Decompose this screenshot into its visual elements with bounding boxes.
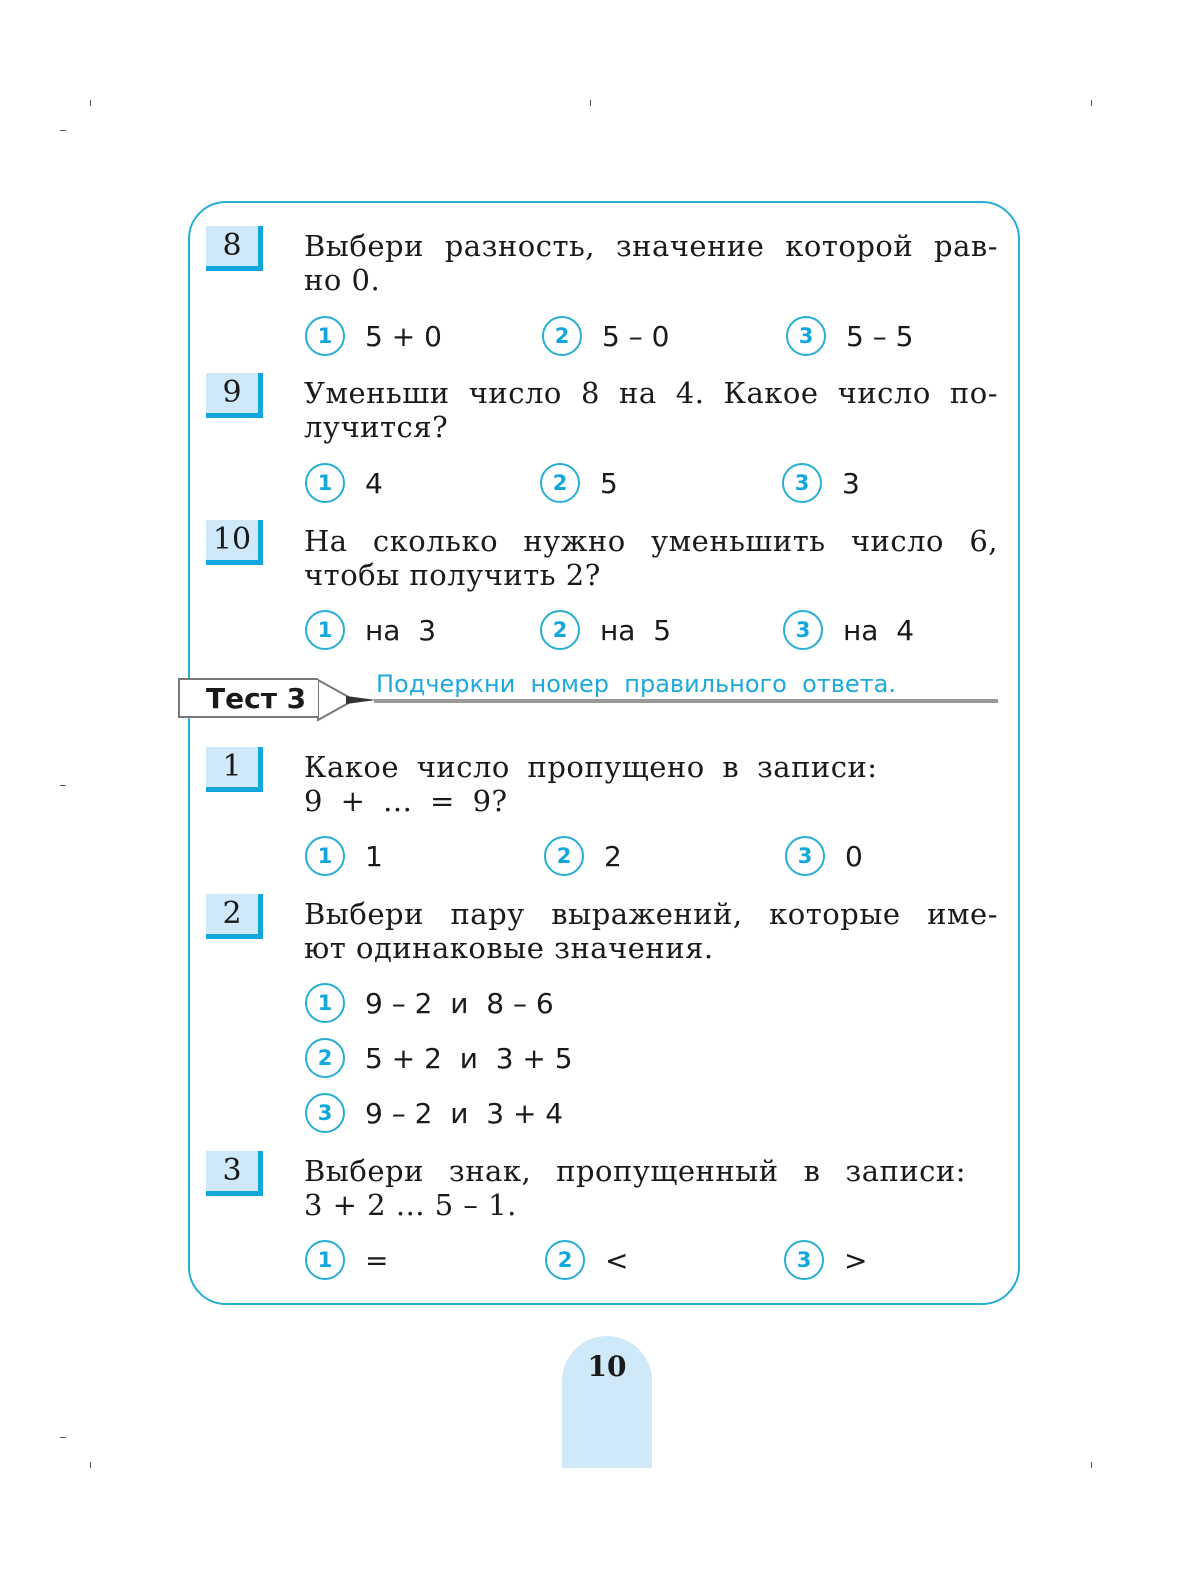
option-text: на 3 <box>365 613 437 647</box>
option-number-circle: 1 <box>305 316 345 356</box>
question-line-2: лучится? <box>304 410 449 444</box>
answer-option-1[interactable] <box>305 461 383 505</box>
option-text: 4 <box>365 466 383 500</box>
answer-option-2[interactable] <box>542 314 669 358</box>
test-banner <box>178 670 998 724</box>
option-number-circle: 3 <box>782 463 822 503</box>
option-number-circle: 2 <box>545 1240 585 1280</box>
test-instruction: Подчеркни номер правильного ответа. <box>376 670 896 698</box>
option-text: > <box>844 1243 868 1277</box>
crop-mark <box>60 1437 66 1438</box>
crop-mark <box>60 785 66 786</box>
question-line-1: Какое число пропущено в записи: <box>304 750 878 784</box>
option-text: = <box>365 1243 389 1277</box>
option-number-circle: 3 <box>786 316 826 356</box>
option-text: 5 – 0 <box>602 319 670 353</box>
question-number: 3 <box>206 1151 263 1196</box>
question-line-1: Выбери разность, значение которой рав- <box>304 229 998 263</box>
option-text: 9 – 2 и 8 – 6 <box>365 986 554 1020</box>
question-line-2: 9 + ... = 9? <box>304 784 508 818</box>
answer-option-2[interactable] <box>544 834 622 878</box>
answer-option-1[interactable] <box>305 834 383 878</box>
option-number-circle: 1 <box>305 1240 345 1280</box>
page-number: 10 <box>587 1350 627 1383</box>
question-line-1: Уменьши число 8 на 4. Какое число по- <box>304 376 998 410</box>
answer-option-3[interactable] <box>782 461 860 505</box>
answer-option-1[interactable] <box>305 314 442 358</box>
option-text: 0 <box>845 839 863 873</box>
option-text: < <box>605 1243 629 1277</box>
question-text <box>304 750 924 818</box>
option-number-circle: 2 <box>544 836 584 876</box>
answer-option-3[interactable] <box>783 608 914 652</box>
answer-option-1[interactable] <box>305 608 436 652</box>
option-text: 1 <box>365 839 383 873</box>
question-line-2: чтобы получить 2? <box>304 558 601 592</box>
option-number-circle: 3 <box>305 1093 345 1133</box>
question-number: 2 <box>206 894 263 939</box>
option-number-circle: 1 <box>305 983 345 1023</box>
question-text <box>304 376 998 444</box>
question-number: 1 <box>206 747 263 792</box>
option-text: 3 <box>842 466 860 500</box>
option-text: 2 <box>604 839 622 873</box>
question-line-1: Выбери пару выражений, которые име- <box>304 897 998 931</box>
answer-option-3[interactable] <box>785 834 863 878</box>
question-line-1: Выбери знак, пропущенный в записи: <box>304 1154 966 1188</box>
answer-option-2[interactable] <box>305 1036 573 1080</box>
question-line-2: ют одинаковые значения. <box>304 931 714 965</box>
test-label: Тест 3 <box>178 678 318 718</box>
option-text: 5 <box>600 466 618 500</box>
option-number-circle: 1 <box>305 610 345 650</box>
crop-mark <box>1091 100 1092 106</box>
option-text: на 5 <box>600 613 672 647</box>
answer-option-2[interactable] <box>540 608 671 652</box>
question-text <box>304 1154 966 1222</box>
crop-mark <box>60 130 66 131</box>
option-number-circle: 3 <box>785 836 825 876</box>
option-number-circle: 2 <box>540 610 580 650</box>
answer-option-3[interactable] <box>784 1238 867 1282</box>
option-text: на 4 <box>843 613 915 647</box>
question-number: 9 <box>206 373 263 418</box>
answer-option-1[interactable] <box>305 1238 388 1282</box>
answer-option-2[interactable] <box>540 461 618 505</box>
option-text: 5 – 5 <box>846 319 914 353</box>
crop-mark <box>90 1462 91 1468</box>
question-number: 10 <box>206 520 263 565</box>
answer-option-1[interactable] <box>305 981 554 1025</box>
question-line-2: но 0. <box>304 263 381 297</box>
question-text <box>304 897 998 965</box>
question-line-2: 3 + 2 ... 5 – 1. <box>304 1188 517 1222</box>
option-number-circle: 3 <box>783 610 823 650</box>
option-text: 5 + 0 <box>365 319 442 353</box>
crop-mark <box>90 100 91 106</box>
option-number-circle: 2 <box>305 1038 345 1078</box>
question-text <box>304 524 998 592</box>
option-number-circle: 3 <box>784 1240 824 1280</box>
option-number-circle: 2 <box>542 316 582 356</box>
option-number-circle: 2 <box>540 463 580 503</box>
answer-option-3[interactable] <box>305 1091 563 1135</box>
crop-mark <box>590 100 591 106</box>
question-text <box>304 229 998 297</box>
option-number-circle: 1 <box>305 463 345 503</box>
question-number: 8 <box>206 226 263 271</box>
crop-mark <box>1091 1462 1092 1468</box>
question-line-1: На сколько нужно уменьшить число 6, <box>304 524 998 558</box>
option-text: 5 + 2 и 3 + 5 <box>365 1041 573 1075</box>
option-number-circle: 1 <box>305 836 345 876</box>
answer-option-3[interactable] <box>786 314 913 358</box>
answer-option-2[interactable] <box>545 1238 628 1282</box>
option-text: 9 – 2 и 3 + 4 <box>365 1096 564 1130</box>
